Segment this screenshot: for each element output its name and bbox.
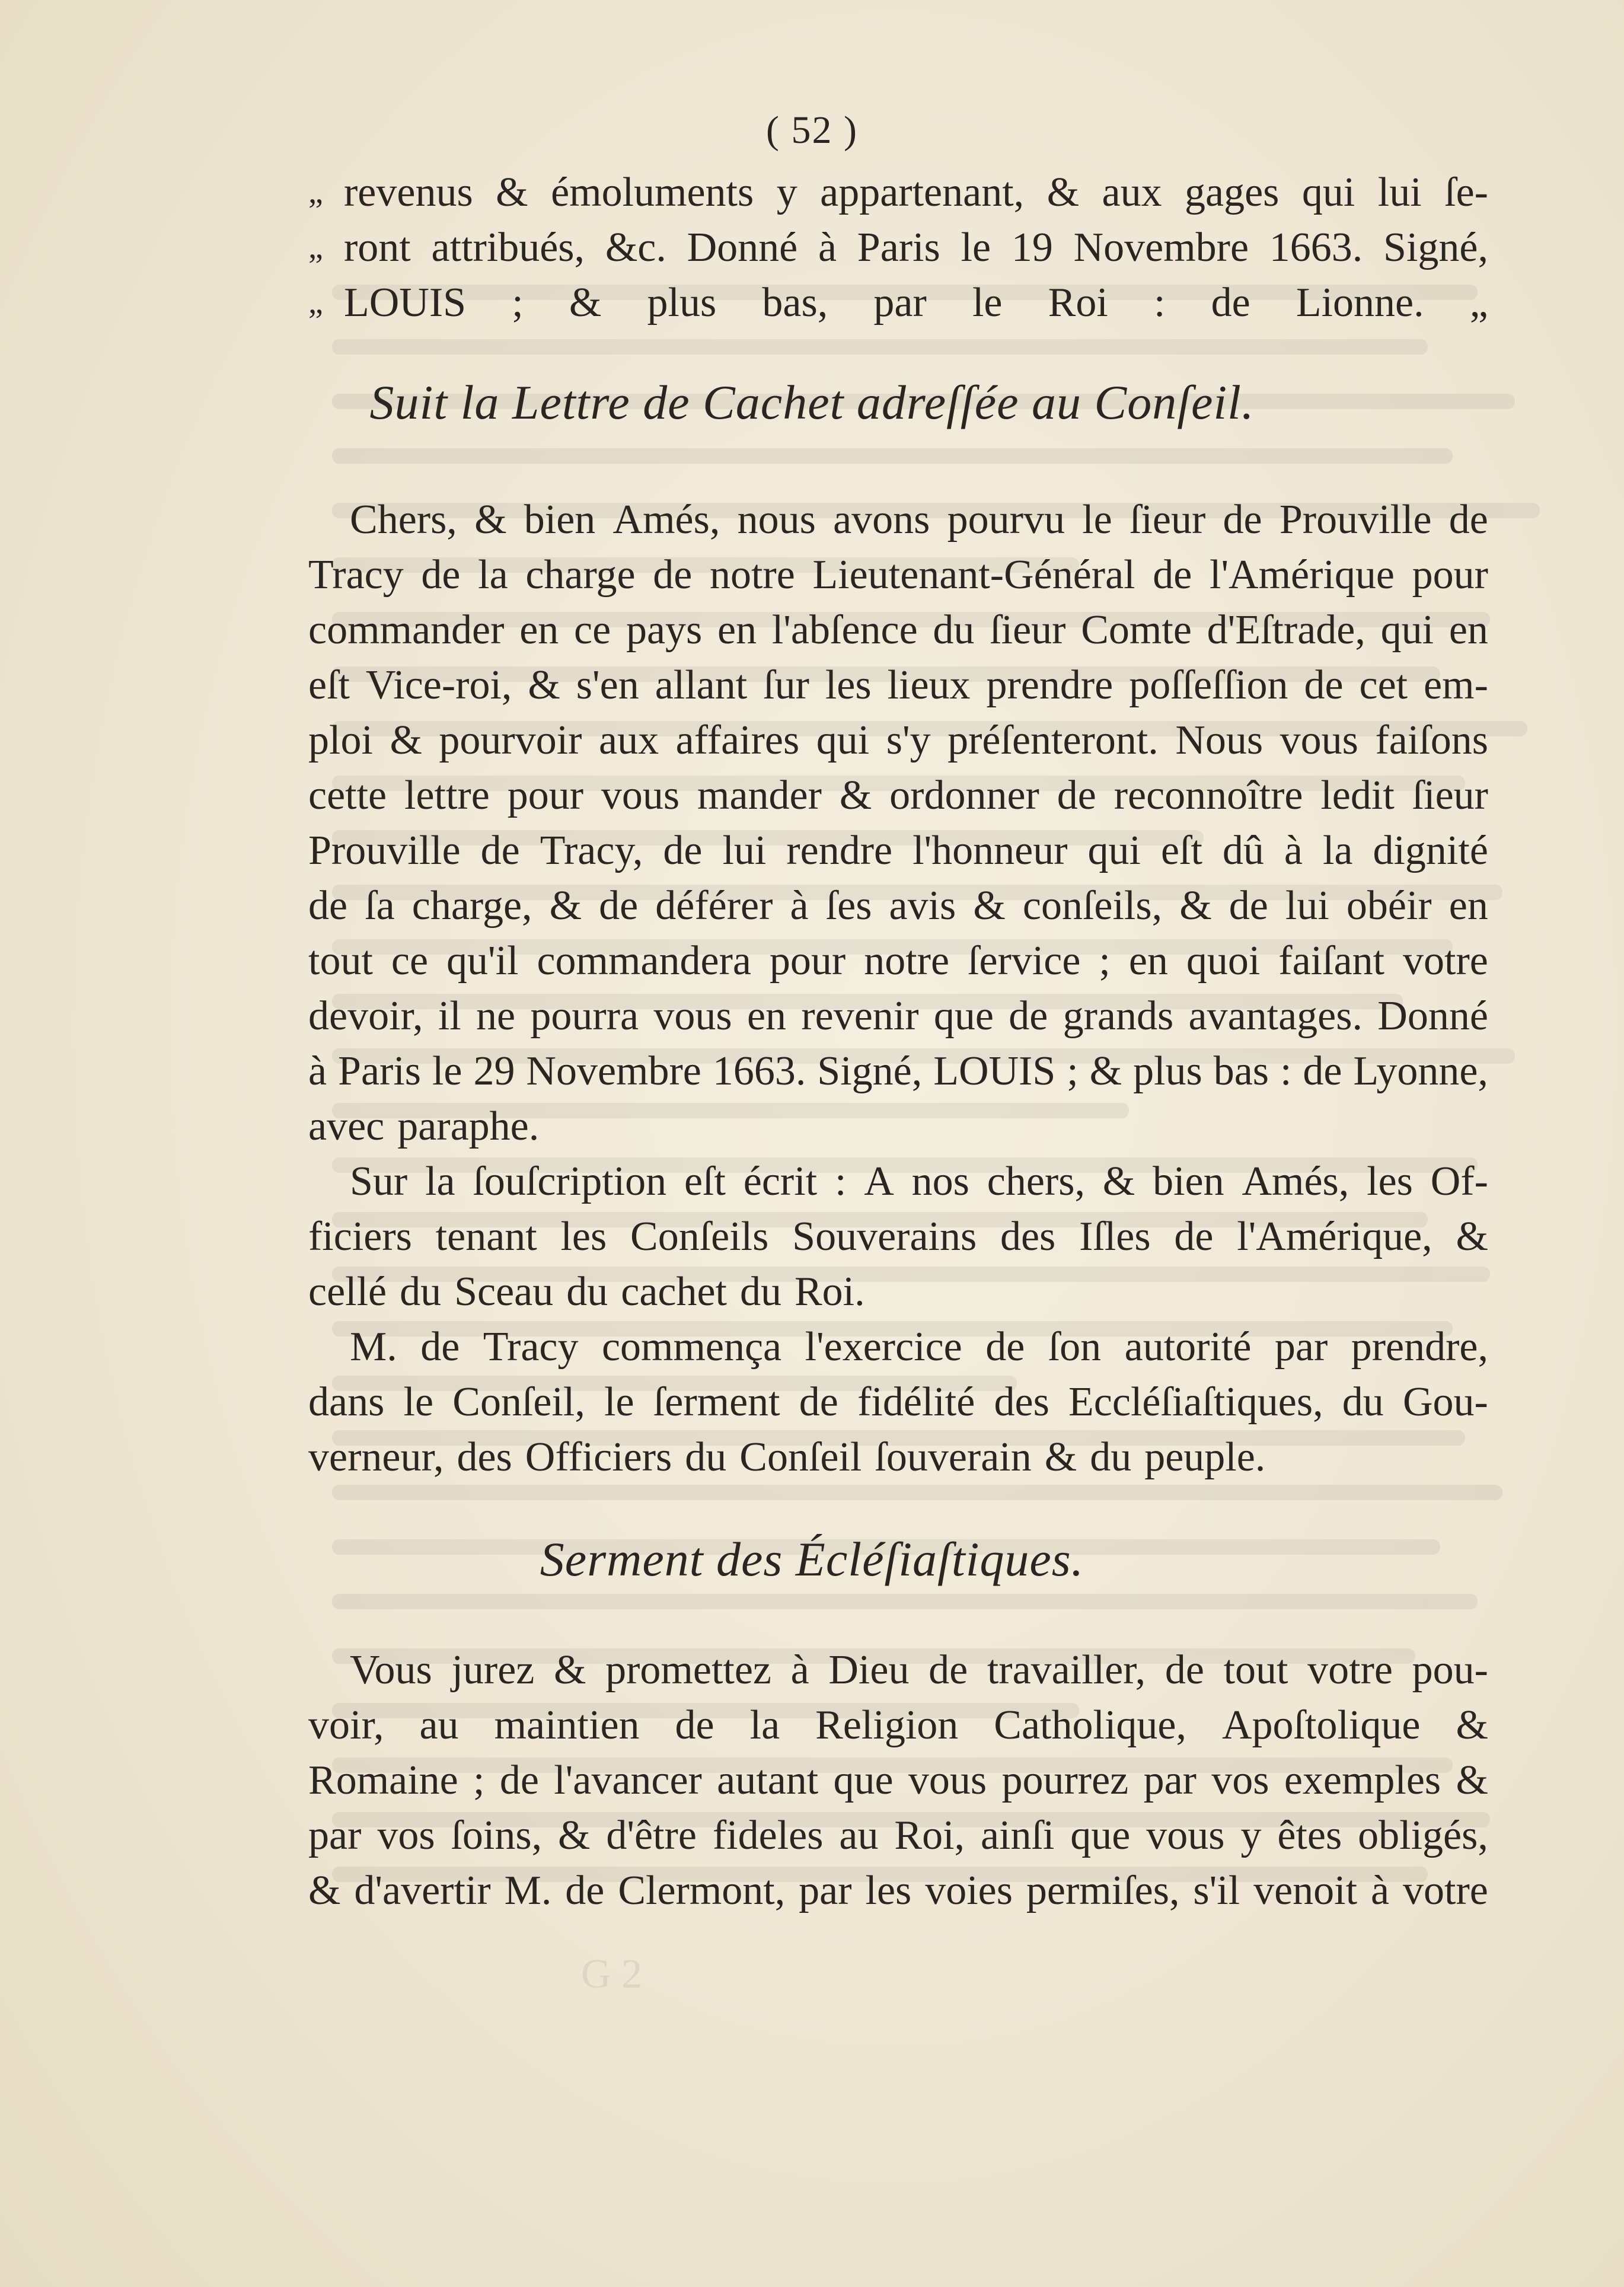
text-line: ploi & pourvoir aux affaires qui s'y préſenteront. Nous vous faiſons bbox=[308, 717, 1488, 763]
page-number: ( 52 ) bbox=[766, 109, 858, 152]
signature-mark: G 2 bbox=[581, 1951, 643, 1997]
text-line: commander en ce pays en l'abſence du ſieur Comte d'Eſtrade, qui en bbox=[308, 607, 1488, 653]
tracy-paragraph bbox=[308, 1319, 1488, 1485]
text-line: ficiers tenant les Conſeils Souverains des Iſles de l'Amérique, & bbox=[308, 1214, 1488, 1259]
quote-mark: „ bbox=[308, 284, 323, 321]
quote-mark: „ bbox=[308, 229, 323, 266]
text-line: avec paraphe. bbox=[308, 1103, 540, 1149]
quote-line bbox=[308, 275, 1488, 330]
text-line: Prouville de Tracy, de lui rendre l'honneur qui eſt dû à la dignité bbox=[308, 828, 1488, 873]
section-heading: Suit la Lettre de Cachet adreſſée au Conſeil. bbox=[369, 375, 1255, 429]
quote-line bbox=[308, 165, 1488, 220]
text-line: Sur la ſouſcription eſt écrit : A nos chers, & bien Amés, les Of- bbox=[350, 1159, 1488, 1204]
text-line: à Paris le 29 Novembre 1663. Signé, LOUIS ; & plus bas : de Lyonne, bbox=[308, 1048, 1488, 1094]
oath-paragraph bbox=[308, 1642, 1488, 1918]
quote-line bbox=[308, 220, 1488, 275]
text-line: devoir, il ne pourra vous en revenir que de grands avantages. Donné bbox=[308, 993, 1488, 1039]
section-heading: Serment des Écléſiaſtiques. bbox=[540, 1532, 1084, 1586]
quote-line-text: LOUIS ; & plus bas, par le Roi : de Lionne. „ bbox=[344, 280, 1488, 326]
quote-mark: „ bbox=[308, 174, 323, 210]
letter-paragraph bbox=[308, 492, 1488, 1154]
text-line: verneur, des Officiers du Conſeil ſouverain & du peuple. bbox=[308, 1434, 1266, 1480]
text-line: Vous jurez & promettez à Dieu de travailler, de tout votre pou- bbox=[350, 1647, 1488, 1693]
text-line: par vos ſoins, & d'être fideles au Roi, ainſi que vous y êtes obligés, bbox=[308, 1813, 1488, 1858]
quote-line-text: ront attribués, &c. Donné à Paris le 19 Novembre 1663. Signé, bbox=[344, 225, 1488, 270]
quote-line-text: revenus & émoluments y appartenant, & aux gages qui lui ſe- bbox=[344, 170, 1488, 215]
text-line: & d'avertir M. de Clermont, par les voies permiſes, s'il venoit à votre bbox=[308, 1868, 1488, 1913]
superscription-paragraph bbox=[308, 1154, 1488, 1319]
text-line: eſt Vice-roi, & s'en allant ſur les lieux prendre poſſeſſion de cet em- bbox=[308, 662, 1488, 708]
text-line: cellé du Sceau du cachet du Roi. bbox=[308, 1269, 865, 1315]
text-line: Romaine ; de l'avancer autant que vous pourrez par vos exemples & bbox=[308, 1757, 1488, 1803]
text-line: voir, au maintien de la Religion Catholique, Apoſtolique & bbox=[308, 1702, 1488, 1748]
text-line: Tracy de la charge de notre Lieutenant-Général de l'Amérique pour bbox=[308, 552, 1488, 598]
text-line: tout ce qu'il commandera pour notre ſervice ; en quoi faiſant votre bbox=[308, 938, 1488, 984]
text-line: cette lettre pour vous mander & ordonner de reconnoître ledit ſieur bbox=[308, 773, 1488, 818]
quoted-passage bbox=[308, 165, 1488, 330]
text-line: M. de Tracy commença l'exercice de ſon autorité par prendre, bbox=[350, 1324, 1488, 1370]
text-line: de ſa charge, & de déférer à ſes avis & conſeils, & de lui obéir en bbox=[308, 883, 1488, 929]
text-line: dans le Conſeil, le ſerment de fidélité des Eccléſiaſtiques, du Gou- bbox=[308, 1379, 1488, 1425]
text-line: Chers, & bien Amés, nous avons pourvu le ſieur de Prouville de bbox=[350, 497, 1488, 543]
